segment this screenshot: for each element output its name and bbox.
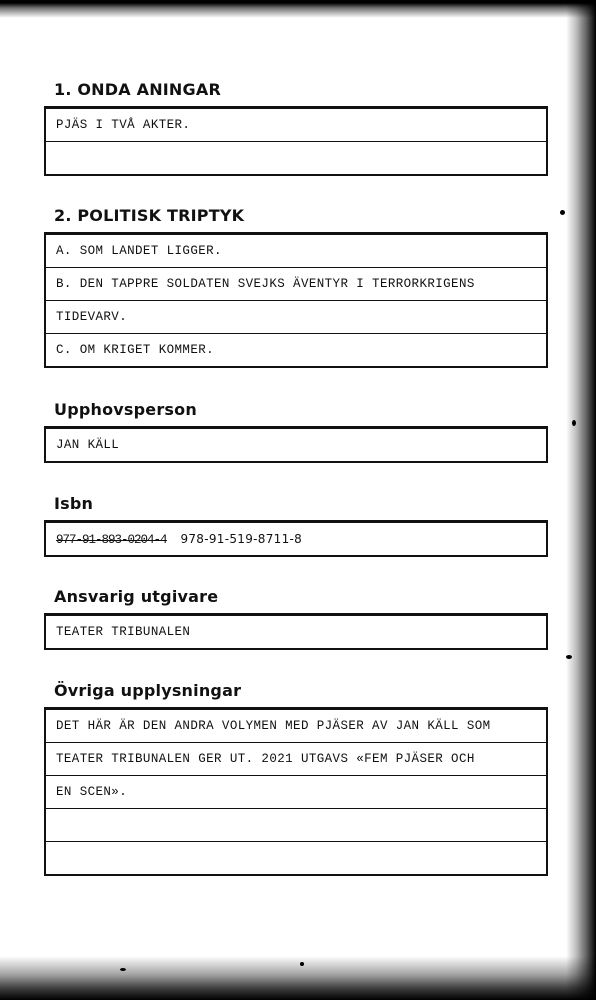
field-line: C. OM KRIGET KOMMER. — [46, 333, 546, 366]
field-box — [44, 106, 548, 176]
section-heading: Ansvarig utgivare — [54, 587, 219, 606]
field-box — [44, 613, 548, 650]
isbn-struck-out: 977-91-893-0204-4 — [56, 524, 167, 555]
section-ansvarig-utgivare — [44, 587, 548, 650]
field-box — [44, 426, 548, 463]
field-line: EN SCEN». — [46, 775, 546, 808]
section-heading: Isbn — [54, 494, 94, 513]
ink-speck — [120, 968, 126, 971]
field-line — [46, 841, 546, 874]
section-heading: Övriga upplysningar — [54, 681, 242, 700]
field-line: PJÄS I TVÅ AKTER. — [56, 118, 191, 132]
field-line: B. DEN TAPPRE SOLDATEN SVEJKS ÄVENTYR I TERRORKRIGENS — [46, 267, 546, 300]
torn-edge-top — [0, 0, 596, 18]
section-heading: Upphovsperson — [54, 400, 197, 419]
isbn-line — [46, 523, 546, 555]
field-line: A. SOM LANDET LIGGER. — [56, 244, 222, 258]
ink-speck — [572, 420, 576, 426]
section-upphovsperson — [44, 400, 548, 463]
section-onda-aningar — [44, 80, 548, 176]
torn-edge-right — [566, 0, 596, 1000]
ink-speck — [300, 962, 304, 966]
torn-edge-bottom — [0, 956, 596, 1000]
field-line — [46, 141, 546, 174]
isbn-value: 978-91-519-8711-8 — [180, 532, 303, 546]
ink-speck — [566, 655, 572, 659]
field-line — [46, 808, 546, 841]
section-heading: 1. ONDA ANINGAR — [54, 80, 221, 99]
section-heading: 2. POLITISK TRIPTYK — [54, 206, 245, 225]
field-line: TEATER TRIBUNALEN GER UT. 2021 UTGAVS «FEM PJÄSER OCH — [46, 742, 546, 775]
field-line: TIDEVARV. — [46, 300, 546, 333]
field-line: TEATER TRIBUNALEN — [56, 625, 191, 639]
field-line: JAN KÄLL — [56, 438, 120, 452]
section-politisk-triptyk — [44, 206, 548, 368]
section-ovriga-upplysningar — [44, 681, 548, 876]
ink-speck — [560, 210, 565, 215]
field-box — [44, 707, 548, 876]
section-isbn — [44, 494, 548, 557]
field-box — [44, 232, 548, 368]
field-line: DET HÄR ÄR DEN ANDRA VOLYMEN MED PJÄSER AV JAN KÄLL SOM — [56, 719, 491, 733]
field-box — [44, 520, 548, 557]
